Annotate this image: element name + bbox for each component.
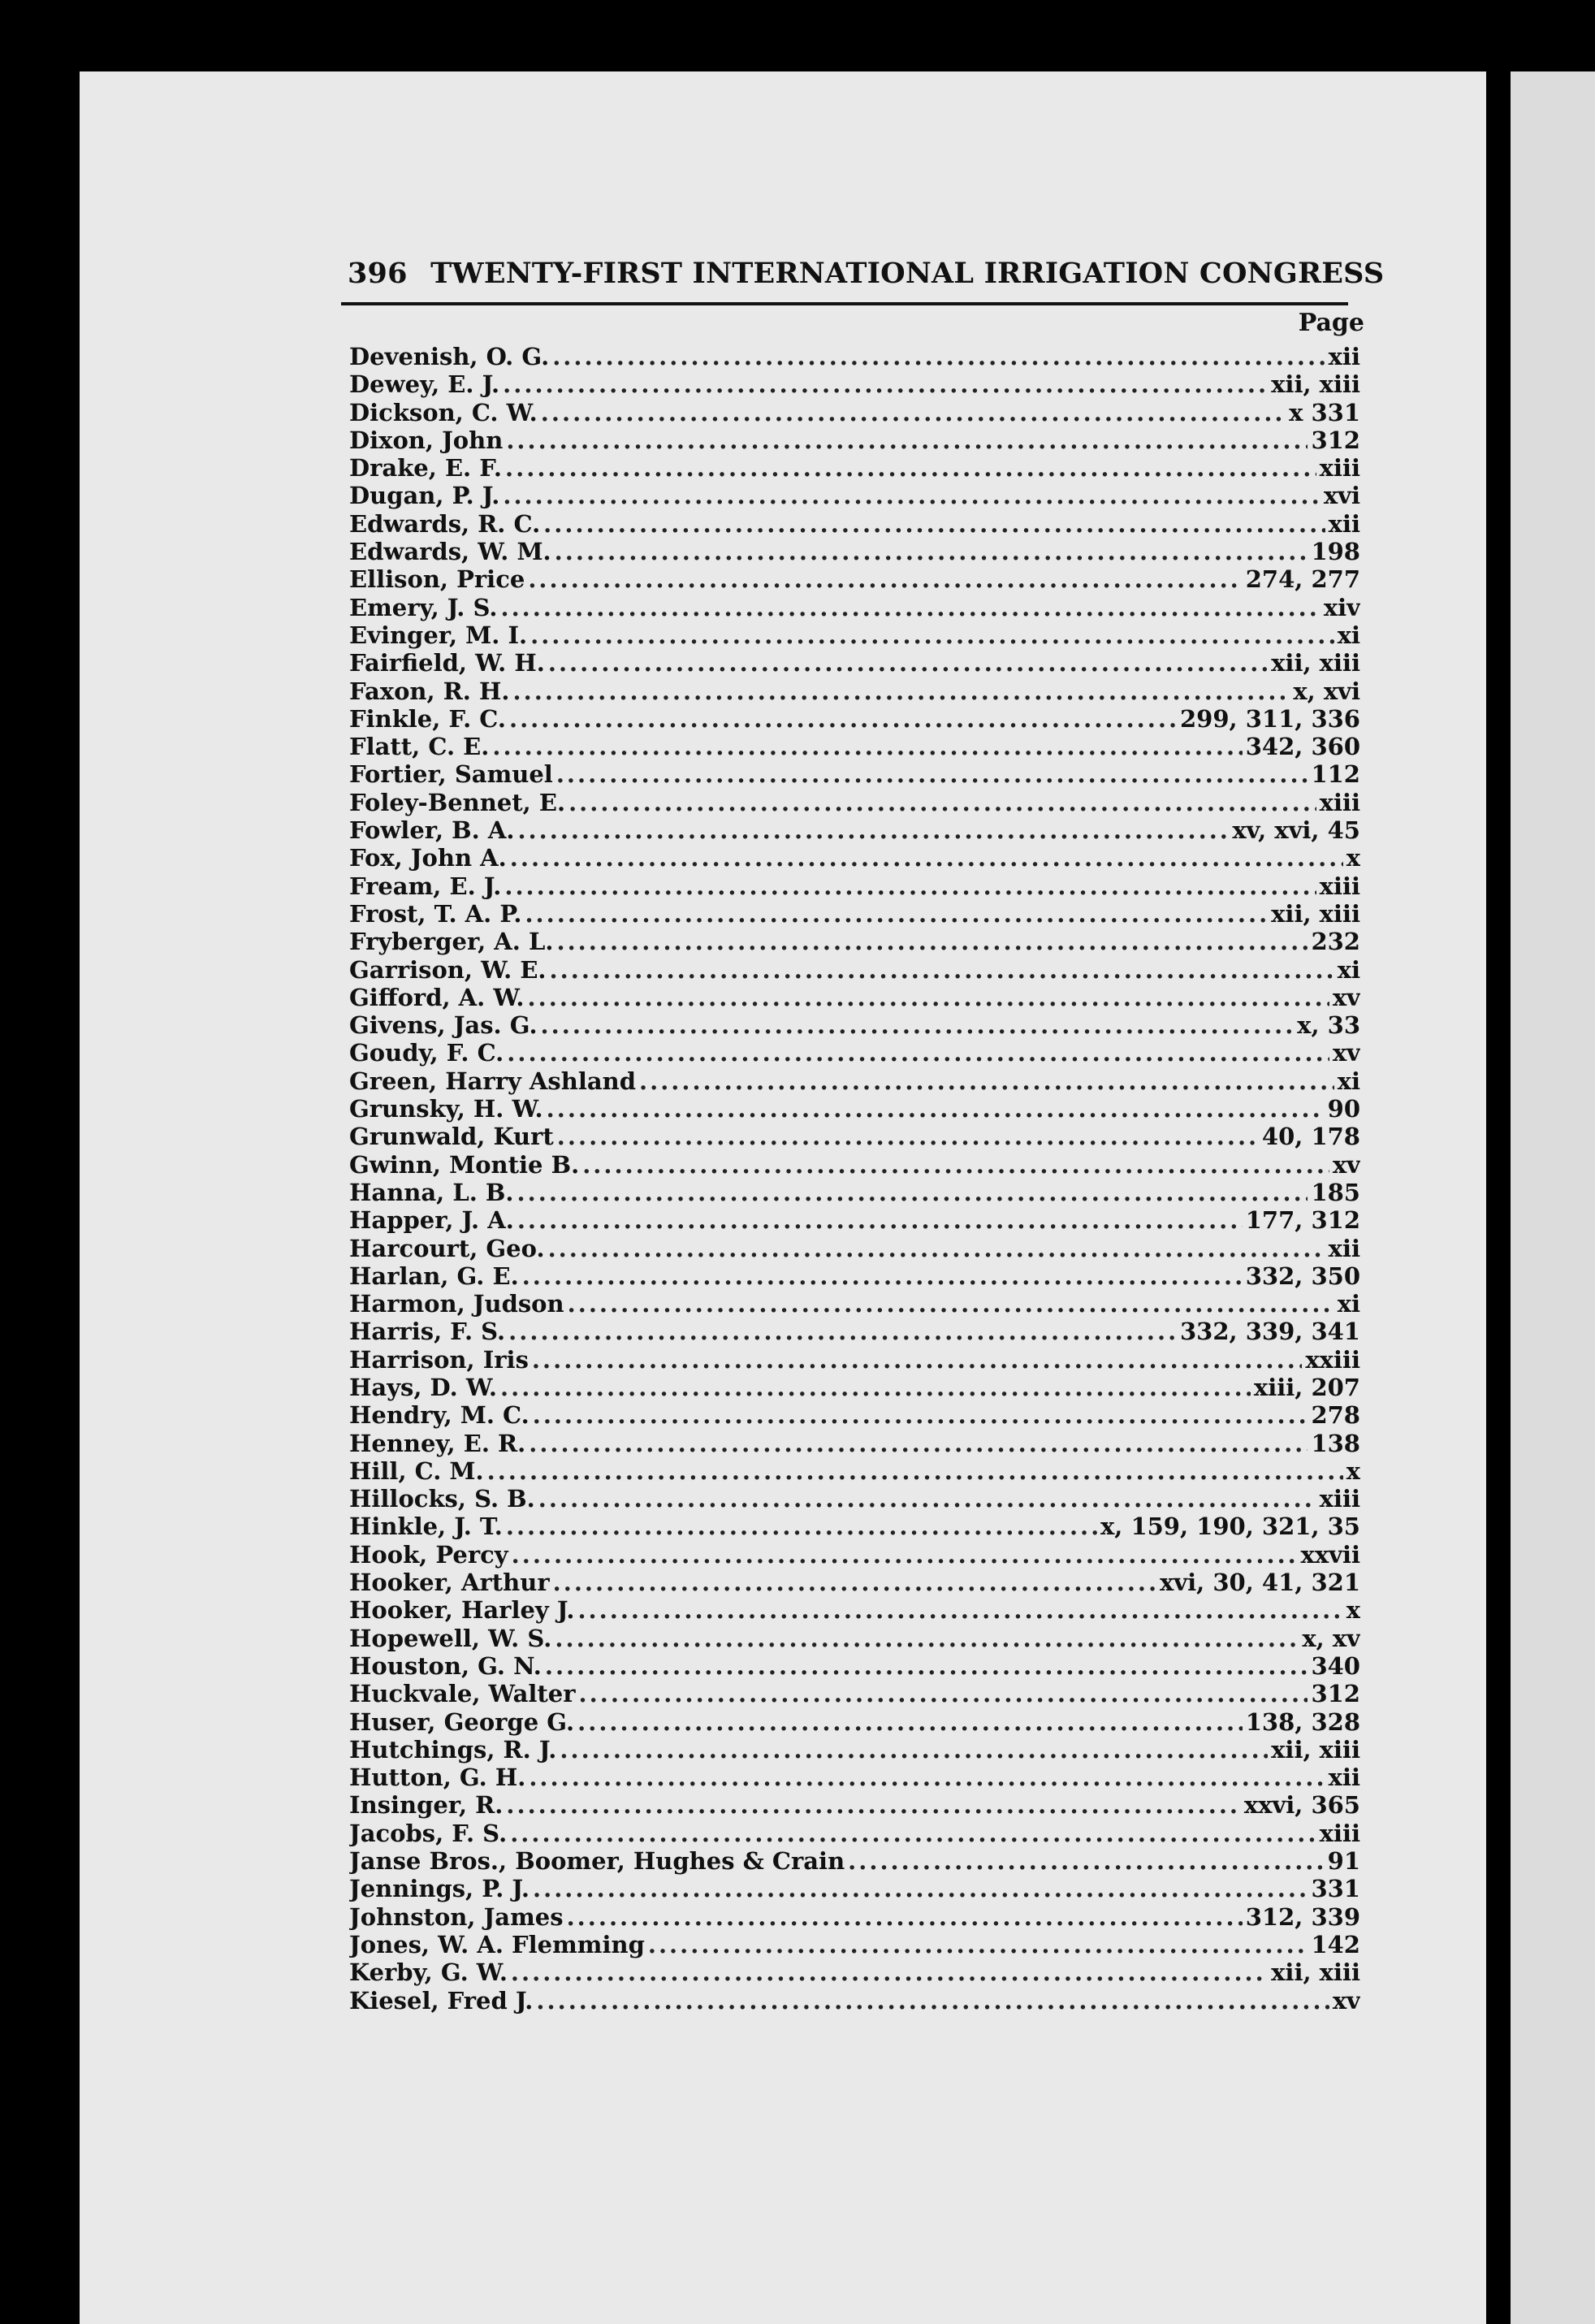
index-entry — [349, 1151, 1360, 1179]
entry-pages: 312, 339 — [1245, 1902, 1360, 1931]
index-entry — [349, 900, 1360, 928]
index-entry — [349, 1958, 1360, 1986]
entry-pages: 90 — [1327, 1095, 1360, 1123]
entry-pages: xi — [1337, 1290, 1360, 1318]
index-entry — [349, 928, 1360, 955]
entry-name: Gwinn, Montie B. — [349, 1150, 580, 1179]
entry-pages: 340 — [1311, 1651, 1360, 1680]
index-entry — [349, 1401, 1360, 1429]
dot-leader — [507, 1039, 1329, 1067]
entry-pages: 198 — [1311, 538, 1360, 566]
index-entry — [349, 565, 1360, 593]
dot-leader — [528, 565, 1242, 593]
entry-pages: x — [1346, 1596, 1360, 1625]
dot-leader — [504, 872, 1316, 900]
entry-pages: xiii — [1319, 788, 1360, 816]
entry-name: Evinger, M. I. — [349, 621, 528, 649]
entry-pages: xvi, 30, 41, 321 — [1160, 1569, 1360, 1597]
entry-pages: xi — [1337, 955, 1360, 984]
dot-leader — [533, 1875, 1308, 1902]
index-entry — [349, 733, 1360, 760]
entry-name: Jacobs, F. S. — [349, 1819, 508, 1847]
index-entry — [349, 844, 1360, 872]
entry-pages: x 331 — [1289, 398, 1360, 426]
entry-name: Faxon, R. H. — [349, 677, 510, 705]
dot-leader — [538, 1485, 1316, 1513]
entry-name: Drake, E. F. — [349, 454, 503, 483]
entry-pages: 299, 311, 336 — [1180, 704, 1360, 733]
index-entry — [349, 454, 1360, 482]
dot-leader — [532, 1346, 1302, 1374]
dot-leader — [567, 1903, 1243, 1931]
entry-name: Johnston, James — [349, 1902, 564, 1931]
page-column-label: Page — [1298, 309, 1364, 337]
entry-name: Ellison, Price — [349, 565, 525, 594]
index-entry — [349, 1736, 1360, 1764]
entry-pages: 332, 350 — [1245, 1262, 1360, 1290]
entry-name: Happer, J. A. — [349, 1206, 514, 1235]
entry-name: Edwards, W. M. — [349, 538, 551, 566]
entry-name: Hinkle, J. T. — [349, 1513, 503, 1541]
dot-leader — [648, 1931, 1308, 1958]
index-entry — [349, 510, 1360, 538]
entry-pages: xii — [1328, 509, 1360, 538]
dot-leader — [529, 1764, 1325, 1791]
entry-pages: xxvi, 365 — [1243, 1791, 1360, 1820]
entry-name: Fairfield, W. H. — [349, 649, 545, 677]
entry-pages: xiv — [1323, 593, 1360, 621]
dot-leader — [525, 900, 1268, 928]
index-entry — [349, 1513, 1360, 1540]
index-entry — [349, 1262, 1360, 1290]
index-entry — [349, 1541, 1360, 1569]
entry-pages: xii — [1328, 343, 1360, 370]
dot-leader — [533, 1401, 1308, 1429]
entry-pages: xii, xiii — [1271, 1958, 1360, 1987]
entry-pages: xii, xiii — [1271, 899, 1360, 928]
index-entry — [349, 343, 1360, 370]
header-title: TWENTY-FIRST INTERNATIONAL IRRIGATION CONGRESS — [430, 257, 1385, 290]
index-entry — [349, 956, 1360, 984]
entry-pages: x, 33 — [1297, 1011, 1360, 1040]
entry-name: Harlan, G. E. — [349, 1262, 519, 1290]
entry-name: Goudy, F. C. — [349, 1039, 504, 1067]
index-entry — [349, 1931, 1360, 1958]
entry-name: Harcourt, Geo. — [349, 1234, 545, 1262]
entry-name: Jones, W. A. Flemming — [349, 1930, 645, 1958]
index-entry — [349, 1206, 1360, 1234]
dot-leader — [510, 844, 1343, 872]
entry-pages: 312 — [1311, 426, 1360, 454]
entry-name: Devenish, O. G. — [349, 343, 550, 370]
index-list — [349, 343, 1360, 2015]
dot-leader — [506, 426, 1308, 454]
dot-leader — [557, 1123, 1259, 1150]
page-number: 396 — [348, 257, 408, 290]
entry-name: Grunsky, H. W. — [349, 1095, 543, 1123]
dot-leader — [543, 510, 1325, 538]
dot-leader — [503, 370, 1268, 398]
entry-name: Fox, John A. — [349, 844, 507, 872]
dot-leader — [492, 733, 1242, 760]
dot-leader — [541, 1011, 1295, 1039]
index-entry — [349, 426, 1360, 454]
entry-pages: 138 — [1311, 1429, 1360, 1457]
entry-name: Grunwald, Kurt — [349, 1123, 554, 1151]
index-entry — [349, 1374, 1360, 1401]
entry-pages: 91 — [1327, 1847, 1360, 1876]
entry-pages: xiii — [1319, 872, 1360, 900]
dot-leader — [555, 538, 1308, 565]
facing-page-edge — [1511, 71, 1595, 2324]
index-entry — [349, 1430, 1360, 1457]
dot-leader — [517, 1179, 1308, 1206]
dot-leader — [545, 1652, 1308, 1680]
entry-pages: x, xv — [1302, 1624, 1360, 1652]
entry-name: Harmon, Judson — [349, 1290, 564, 1318]
entry-pages: x — [1346, 1456, 1360, 1485]
index-entry — [349, 538, 1360, 565]
entry-pages: xi — [1337, 621, 1360, 649]
entry-name: Flatt, C. E. — [349, 733, 490, 761]
index-entry — [349, 789, 1360, 816]
entry-name: Janse Bros., Boomer, Hughes & Crain — [349, 1847, 845, 1876]
index-entry — [349, 1625, 1360, 1652]
index-entry — [349, 399, 1360, 426]
entry-pages: xxiii — [1305, 1345, 1360, 1374]
entry-pages: 278 — [1311, 1401, 1360, 1430]
entry-name: Garrison, W. E. — [349, 955, 547, 984]
entry-name: Green, Harry Ashland — [349, 1067, 636, 1095]
dot-leader — [500, 1374, 1251, 1401]
index-entry — [349, 1011, 1360, 1039]
entry-pages: xv — [1332, 1150, 1360, 1179]
entry-pages: xiii — [1319, 454, 1360, 483]
entry-name: Frost, T. A. P. — [349, 899, 522, 928]
dot-leader — [511, 1958, 1268, 1986]
dot-leader — [517, 1206, 1243, 1234]
page-gutter-shadow — [1486, 71, 1511, 2324]
dot-leader — [503, 482, 1320, 509]
dot-leader — [506, 1513, 1097, 1540]
index-entry — [349, 1235, 1360, 1262]
entry-name: Hook, Percy — [349, 1540, 508, 1569]
index-entry — [349, 482, 1360, 509]
index-entry — [349, 1067, 1360, 1095]
entry-name: Fowler, B. A. — [349, 816, 515, 845]
entry-name: Hill, C. M. — [349, 1456, 484, 1485]
index-entry — [349, 1318, 1360, 1345]
index-entry — [349, 1346, 1360, 1374]
entry-name: Dewey, E. J. — [349, 370, 500, 399]
entry-pages: 332, 339, 341 — [1180, 1318, 1360, 1346]
entry-name: Harrison, Iris — [349, 1345, 529, 1374]
dot-leader — [528, 984, 1329, 1011]
index-entry — [349, 1179, 1360, 1206]
entry-name: Fryberger, A. L. — [349, 928, 554, 956]
dot-leader — [582, 1151, 1329, 1179]
entry-pages: xv, xvi, 45 — [1232, 816, 1360, 845]
dot-leader — [522, 1262, 1243, 1290]
entry-pages: 312 — [1311, 1680, 1360, 1708]
entry-pages: 342, 360 — [1245, 733, 1360, 761]
entry-pages: xii — [1328, 1234, 1360, 1262]
entry-pages: 274, 277 — [1245, 565, 1360, 594]
entry-name: Edwards, R. C. — [349, 509, 541, 538]
index-entry — [349, 649, 1360, 677]
dot-leader — [510, 1820, 1316, 1847]
index-entry — [349, 872, 1360, 900]
index-entry — [349, 1680, 1360, 1707]
entry-name: Hendry, M. C. — [349, 1401, 530, 1430]
entry-name: Kiesel, Fred J. — [349, 1986, 534, 2015]
index-entry — [349, 705, 1360, 733]
dot-leader — [579, 1680, 1308, 1707]
entry-name: Givens, Jas. G. — [349, 1011, 538, 1040]
dot-leader — [548, 1235, 1325, 1262]
dot-leader — [513, 677, 1290, 705]
dot-leader — [530, 621, 1334, 649]
dot-leader — [547, 1095, 1325, 1123]
entry-pages: 232 — [1311, 928, 1360, 956]
index-entry — [349, 1708, 1360, 1736]
dot-leader — [512, 1541, 1298, 1569]
entry-name: Dixon, John — [349, 426, 504, 454]
dot-leader — [500, 594, 1320, 621]
header-rule — [341, 302, 1348, 305]
entry-name: Emery, J. S. — [349, 593, 498, 621]
dot-leader — [509, 705, 1177, 733]
entry-name: Kerby, G. W. — [349, 1958, 508, 1987]
entry-name: Fream, E. J. — [349, 872, 502, 900]
dot-leader — [529, 1430, 1308, 1457]
entry-name: Hopewell, W. S. — [349, 1624, 552, 1652]
index-entry — [349, 1123, 1360, 1150]
entry-pages: xv — [1332, 1039, 1360, 1067]
dot-leader — [517, 816, 1229, 844]
entry-pages: 40, 178 — [1261, 1123, 1360, 1151]
entry-name: Insinger, R. — [349, 1791, 504, 1820]
entry-name: Harris, F. S. — [349, 1318, 506, 1346]
entry-name: Hooker, Arthur — [349, 1569, 550, 1597]
entry-name: Henney, E. R. — [349, 1429, 526, 1457]
entry-pages: 331 — [1311, 1875, 1360, 1903]
index-entry — [349, 1039, 1360, 1067]
index-entry — [349, 816, 1360, 844]
index-entry — [349, 1875, 1360, 1902]
entry-name: Huckvale, Walter — [349, 1680, 576, 1708]
entry-pages: xii, xiii — [1271, 1735, 1360, 1764]
dot-leader — [550, 956, 1334, 984]
entry-name: Fortier, Samuel — [349, 760, 553, 789]
entry-name: Dugan, P. J. — [349, 482, 500, 510]
index-entry — [349, 1764, 1360, 1791]
dot-leader — [553, 1569, 1156, 1596]
entry-pages: xii, xiii — [1271, 649, 1360, 677]
entry-name: Huser, George G. — [349, 1707, 575, 1736]
index-entry — [349, 1485, 1360, 1513]
index-entry — [349, 1791, 1360, 1819]
dot-leader — [560, 1736, 1268, 1764]
index-entry — [349, 984, 1360, 1011]
dot-leader — [487, 1457, 1343, 1485]
dot-leader — [568, 1290, 1334, 1318]
index-entry — [349, 1596, 1360, 1624]
index-entry — [349, 677, 1360, 705]
entry-pages: xii, xiii — [1271, 370, 1360, 399]
dot-leader — [508, 1318, 1177, 1345]
dot-leader — [556, 928, 1308, 955]
entry-pages: xxvii — [1300, 1540, 1360, 1569]
dot-leader — [552, 343, 1325, 370]
index-entry — [349, 621, 1360, 649]
entry-pages: xi — [1337, 1067, 1360, 1095]
dot-leader — [548, 649, 1268, 677]
entry-name: Dickson, C. W. — [349, 398, 538, 426]
index-entry — [349, 1095, 1360, 1123]
entry-pages: 138, 328 — [1245, 1707, 1360, 1736]
entry-pages: 112 — [1311, 760, 1360, 789]
entry-name: Hays, D. W. — [349, 1373, 498, 1401]
entry-name: Hutton, G. H. — [349, 1764, 526, 1792]
dot-leader — [577, 1708, 1243, 1736]
entry-name: Finkle, F. C. — [349, 704, 506, 733]
index-entry — [349, 1987, 1360, 2015]
entry-pages: 185 — [1311, 1178, 1360, 1206]
dot-leader — [639, 1067, 1334, 1095]
entry-pages: x — [1346, 844, 1360, 872]
entry-pages: xiii, 207 — [1253, 1373, 1360, 1401]
dot-leader — [556, 760, 1308, 788]
entry-name: Houston, G. N. — [349, 1651, 542, 1680]
dot-leader — [577, 1596, 1342, 1624]
dot-leader — [541, 399, 1286, 426]
entry-name: Hanna, L. B. — [349, 1178, 514, 1206]
entry-name: Gifford, A. W. — [349, 983, 525, 1011]
entry-name: Hutchings, R. J. — [349, 1735, 557, 1764]
index-entry — [349, 1569, 1360, 1596]
index-entry — [349, 1903, 1360, 1931]
entry-pages: 177, 312 — [1245, 1206, 1360, 1235]
entry-name: Hooker, Harley J. — [349, 1596, 575, 1625]
index-entry — [349, 760, 1360, 788]
index-entry — [349, 594, 1360, 621]
dot-leader — [848, 1847, 1324, 1875]
dot-leader — [506, 1791, 1240, 1819]
entry-pages: 142 — [1311, 1930, 1360, 1958]
entry-pages: x, 159, 190, 321, 35 — [1100, 1513, 1360, 1541]
entry-pages: xii — [1328, 1764, 1360, 1792]
entry-pages: xiii — [1319, 1485, 1360, 1513]
entry-pages: xiii — [1319, 1819, 1360, 1847]
entry-pages: x, xvi — [1293, 677, 1360, 705]
entry-name: Jennings, P. J. — [349, 1875, 530, 1903]
dot-leader — [568, 789, 1316, 816]
dot-leader — [555, 1625, 1299, 1652]
running-header — [348, 257, 1385, 294]
index-entry — [349, 1457, 1360, 1485]
entry-name: Foley-Bennet, E. — [349, 788, 566, 816]
index-entry — [349, 370, 1360, 398]
index-entry — [349, 1652, 1360, 1680]
entry-name: Hillocks, S. B. — [349, 1485, 535, 1513]
index-entry — [349, 1820, 1360, 1847]
entry-pages: xv — [1332, 1986, 1360, 2015]
entry-pages: xvi — [1323, 482, 1360, 510]
entry-pages: xv — [1332, 983, 1360, 1011]
dot-leader — [536, 1987, 1329, 2015]
index-entry — [349, 1290, 1360, 1318]
dot-leader — [505, 454, 1316, 482]
index-entry — [349, 1847, 1360, 1875]
